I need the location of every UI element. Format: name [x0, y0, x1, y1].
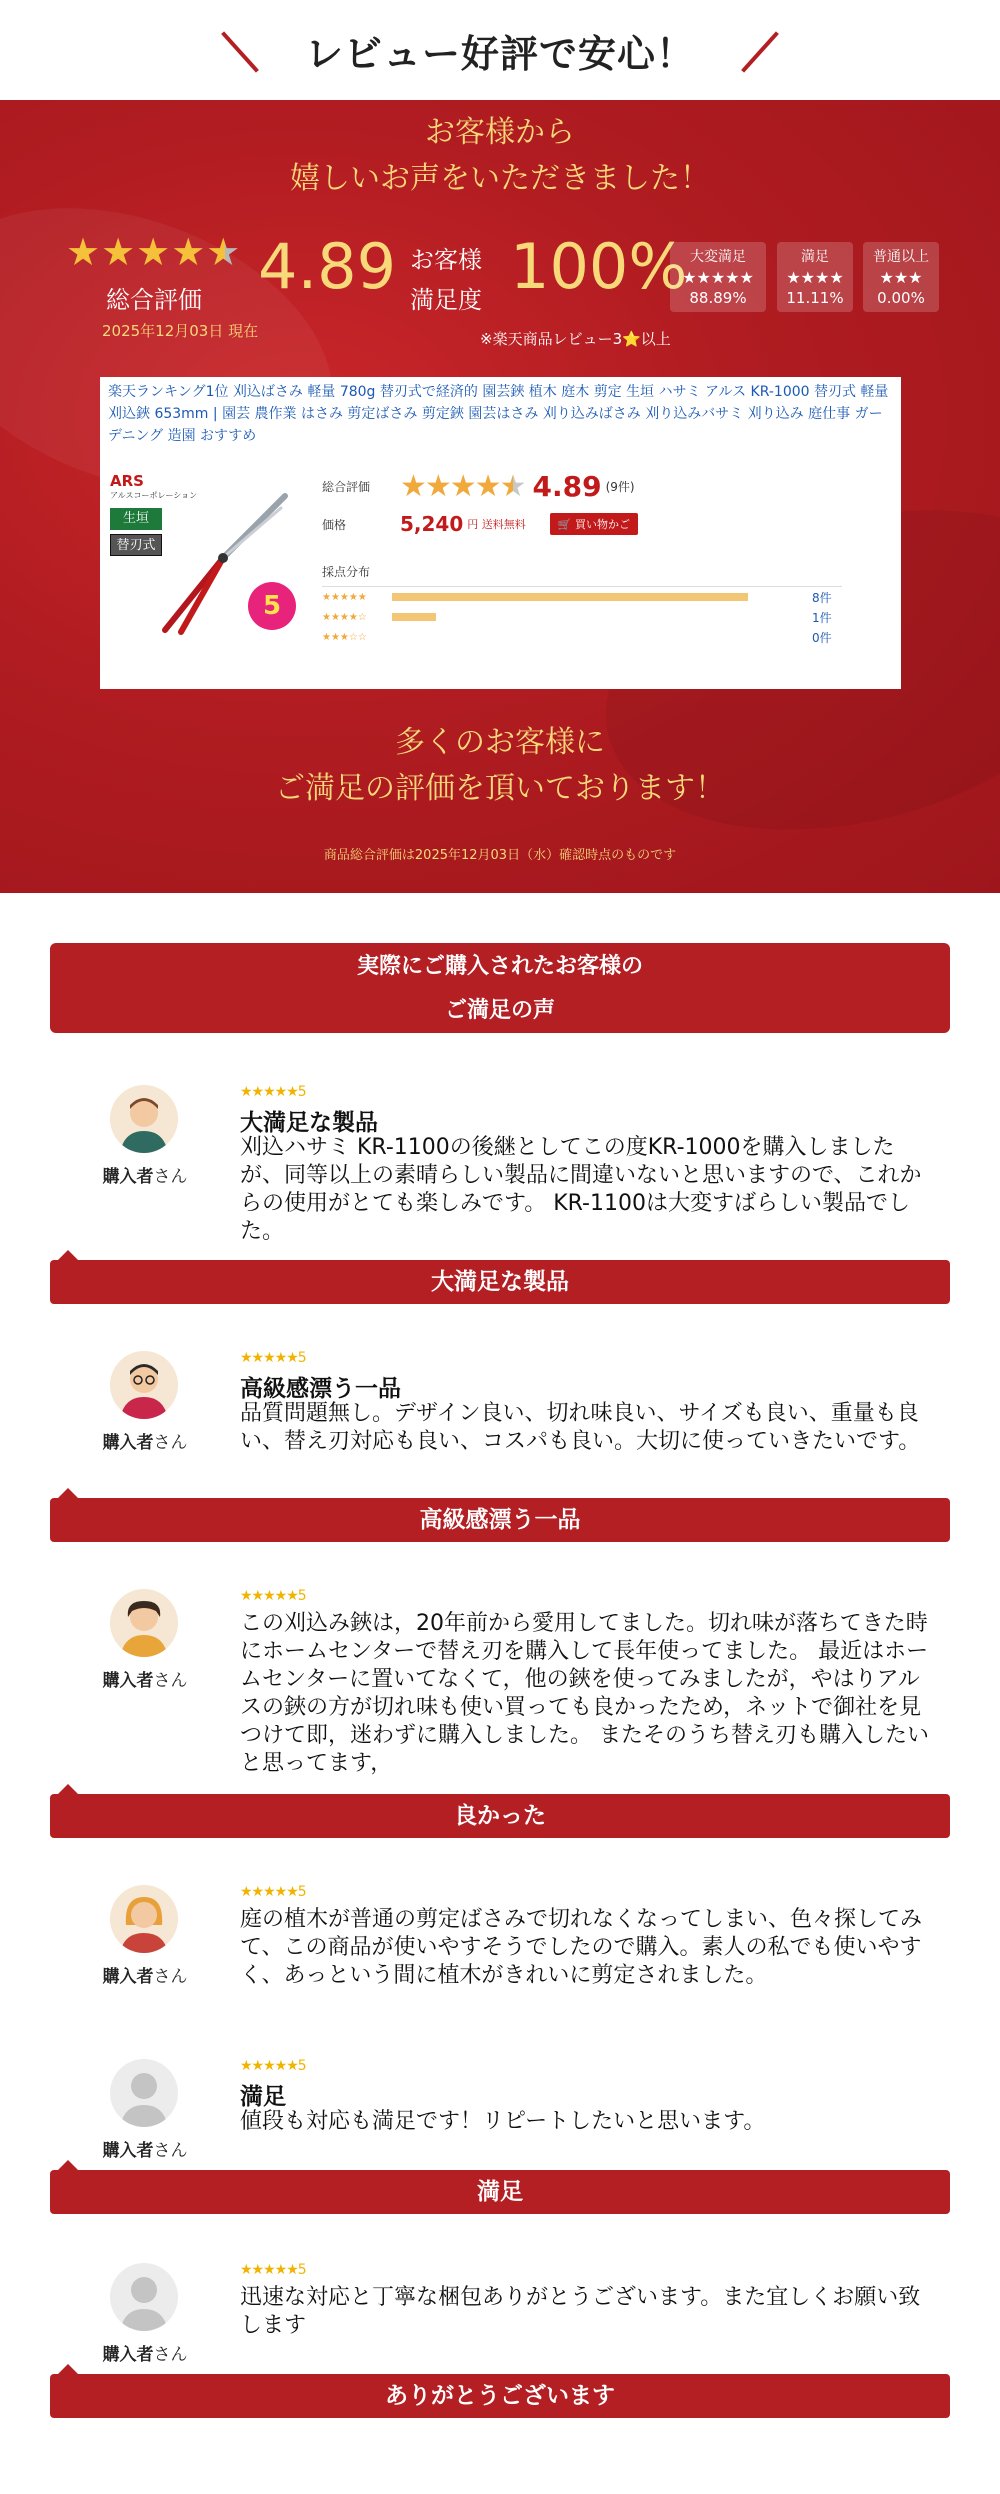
elderly-man-avatar-icon: [110, 1589, 178, 1657]
review-title: 大満足な製品: [240, 1110, 378, 1136]
distribution-count: 0件: [812, 630, 832, 645]
reviewer-label: 購入者: [102, 2345, 154, 2365]
title-bar: [0, 0, 1000, 100]
reviews-heading-line1: 実際にご購入されたお客様の: [356, 954, 643, 979]
avatar: [110, 1351, 178, 1419]
rating-score: 4.89: [532, 469, 602, 503]
rating-box-value: 88.89%: [689, 289, 747, 307]
review-stars: ★★★★★5: [240, 1350, 306, 1366]
avatar: [110, 1085, 178, 1153]
hero-heading-line1: お客様から: [425, 115, 575, 150]
review-title: 高級感漂う一品: [240, 1376, 401, 1402]
left-slash-decoration: [221, 31, 259, 72]
distribution-count: 8件: [812, 590, 832, 605]
review-title: 満足: [240, 2084, 286, 2110]
rating-box-label: 大変満足: [690, 249, 746, 265]
product-image[interactable]: [110, 472, 280, 672]
rating-box-above-average: [863, 242, 939, 312]
review-stars: ★★★★★5: [240, 1588, 306, 1604]
reviewer-label: 購入者: [102, 2141, 154, 2161]
rating-box-label: 満足: [801, 249, 829, 265]
avatar: [110, 2059, 178, 2127]
review-banner: 良かった: [50, 1794, 950, 1838]
rating-box-label: 普通以上: [873, 249, 929, 265]
distribution-stars: ★★★★★: [322, 591, 367, 603]
reviewer-name: [95, 1666, 195, 1691]
hedge-tag: 生垣: [110, 508, 162, 530]
product-title-link[interactable]: 楽天ランキング1位 刈込ばさみ 軽量 780g 替刃式で経済的 園芸鋏 植木 庭木 剪定 生垣 ハサミ アルス KR-1000 替刃式 軽量刈込鋏 653mm | 園芸 農作業 はさみ 剪定ばさみ 剪定鋏 園芸はさみ 刈り込みばさみ 刈り込みバサミ 刈り込み 庭仕事 ガーデニング 造園 おすすめ: [108, 384, 889, 444]
hero-heading-line2: 嬉しいお声をいただきました！: [290, 161, 710, 196]
brand-subtitle: アルスコーポレーション: [110, 491, 198, 500]
ranking-badge: 5: [248, 582, 296, 630]
default-user-avatar-icon: [110, 2263, 178, 2331]
reviewer-name: [95, 1428, 195, 1453]
satisfaction-percent: 100%: [510, 230, 688, 303]
review-body: 刈込ハサミ KR-1100の後継としてこの度KR-1000を購入しましたが、同等以上の素晴らしい製品に間違いないと思いますので、これからの使用がとても楽しみです。 KR-1100は大変すばらしい製品でした。: [240, 1135, 922, 1244]
reviewer-suffix: さん: [153, 1433, 188, 1453]
review-body: 品質問題無し。デザイン良い、切れ味良い、サイズも良い、重量も良い、替え刃対応も良い、コスパも良い。大切に使っていきたいです。: [240, 1401, 921, 1454]
rating-box-stars: ★★★: [879, 268, 923, 287]
brand-logo: ARS: [110, 472, 144, 490]
avatar: [110, 1589, 178, 1657]
man-glasses-avatar-icon: [110, 1351, 178, 1419]
review-banner: 高級感漂う一品: [50, 1498, 950, 1542]
distribution-track: [392, 633, 792, 641]
summary-date: 2025年12月03日 現在: [102, 322, 259, 340]
review-body: 迅速な対応と丁寧な梱包ありがとうございます。また宜しくお願い致します: [240, 2285, 921, 2338]
man-avatar-icon: [110, 1085, 178, 1153]
satisfaction-label-line2: 満足度: [410, 286, 482, 314]
distribution-row[interactable]: [322, 627, 882, 647]
rating-row: [322, 467, 882, 505]
distribution-stars: ★★★★☆: [322, 611, 367, 623]
summary-label: 総合評価: [106, 286, 202, 314]
reviewer-label: 購入者: [102, 1167, 154, 1187]
avatar: [110, 2263, 178, 2331]
rating-box-value: 0.00%: [877, 289, 925, 307]
review-stars: ★★★★★5: [240, 2262, 306, 2278]
reviewer-name: [95, 2340, 195, 2365]
review-banner: 大満足な製品: [50, 1260, 950, 1304]
reviewer-name: [95, 1962, 195, 1987]
hero-footer-line1: 多くのお客様に: [395, 725, 605, 760]
overall-stars: ★★★★★: [66, 230, 242, 274]
default-user-avatar-icon: [110, 2059, 178, 2127]
review-body: 庭の植木が普通の剪定ばさみで切れなくなってしまい、色々探してみて、この商品が使いやすそうでしたので購入。素人の私でも使いやすく、あっという間に植木がきれいに剪定されました。: [240, 1907, 923, 1988]
reviews-heading: [50, 943, 950, 1033]
review-body: 値段も対応も満足です！リピートしたいと思います。: [240, 2109, 766, 2134]
rating-label: 総合評価: [322, 479, 371, 494]
distribution-count: 1件: [812, 610, 832, 625]
hero-heading: [0, 110, 1000, 202]
hero-footnote: 商品総合評価は2025年12月03日（水）確認時点のものです: [323, 848, 677, 863]
reviewer-suffix: さん: [153, 2345, 188, 2365]
replaceable-blade-tag: 替刃式: [110, 534, 162, 556]
reviewer-name: [95, 1162, 195, 1187]
review-count-link[interactable]: (9件): [605, 479, 635, 494]
reviewer-name: [95, 2136, 195, 2161]
price-value: 5,240: [400, 512, 464, 536]
cart-button-label: 買い物かご: [574, 518, 630, 531]
rating-box-satisfied: [777, 242, 853, 312]
summary-note: ※楽天商品レビュー3⭐以上: [480, 330, 671, 348]
product-info: [322, 467, 882, 647]
distribution-stars: ★★★☆☆: [322, 631, 367, 643]
reviews-heading-line2: ご満足の声: [444, 998, 555, 1023]
review-banner: ありがとうございます: [50, 2374, 950, 2418]
right-slash-decoration: [741, 31, 779, 72]
woman-avatar-icon: [110, 1885, 178, 1953]
satisfaction-label: [410, 240, 482, 320]
price-label: 価格: [322, 517, 347, 532]
reviewer-label: 購入者: [102, 1967, 154, 1987]
review-stars: ★★★★★5: [240, 1884, 306, 1900]
reviewer-label: 購入者: [102, 1671, 154, 1691]
review-banner: 満足: [50, 2170, 950, 2214]
hero-footer-heading: [0, 720, 1000, 812]
hero-footer-line2: ご満足の評価を頂いております！: [275, 771, 725, 806]
distribution-track: [392, 613, 792, 621]
satisfaction-label-line1: お客様: [410, 246, 482, 274]
review-stars: ★★★★★5: [240, 2058, 306, 2074]
price-unit: 円 送料無料: [467, 518, 526, 531]
reviewer-suffix: さん: [153, 1967, 188, 1987]
distribution-row[interactable]: [322, 587, 882, 607]
product-card: [100, 377, 901, 689]
overall-score: 4.89: [258, 230, 397, 303]
reviewer-label: 購入者: [102, 1433, 154, 1453]
review-body: この刈込み鋏は，20年前から愛用してました。切れ味が落ちてきた時にホームセンターで替え刃を購入して長年使ってました。 最近はホームセンターに置いてなくて，他の鋏を使ってみましたが，やはりアルスの鋏の方が切れ味も使い買っても良かったため，ネットで御社を見つけて即，迷わずに購入しました。 またそのうち替え刃も購入したいと思ってます，: [240, 1611, 929, 1776]
avatar: [110, 1885, 178, 1953]
rating-stars: ★★★★★: [400, 468, 525, 504]
rating-hero: [0, 100, 1000, 893]
rating-box-stars: ★★★★: [786, 268, 844, 287]
reviewer-suffix: さん: [153, 2141, 188, 2161]
price-row: [322, 505, 882, 543]
distribution-bar: [392, 593, 748, 601]
distribution-bar: [392, 613, 436, 621]
rating-box-stars: ★★★★★: [682, 268, 754, 287]
reviewer-suffix: さん: [153, 1167, 188, 1187]
review-stars: ★★★★★5: [240, 1084, 306, 1100]
distribution-track: [392, 593, 792, 601]
rating-box-value: 11.11%: [786, 289, 844, 307]
distribution-row[interactable]: [322, 607, 882, 627]
add-to-cart-button[interactable]: 🛒 買い物かご: [550, 513, 638, 535]
rating-box-very-satisfied: [670, 242, 766, 312]
rating-summary: [60, 230, 950, 350]
distribution-label: 採点分布: [322, 563, 842, 587]
reviewer-suffix: さん: [153, 1671, 188, 1691]
page-title: レビュー好評で安心！: [304, 31, 695, 76]
